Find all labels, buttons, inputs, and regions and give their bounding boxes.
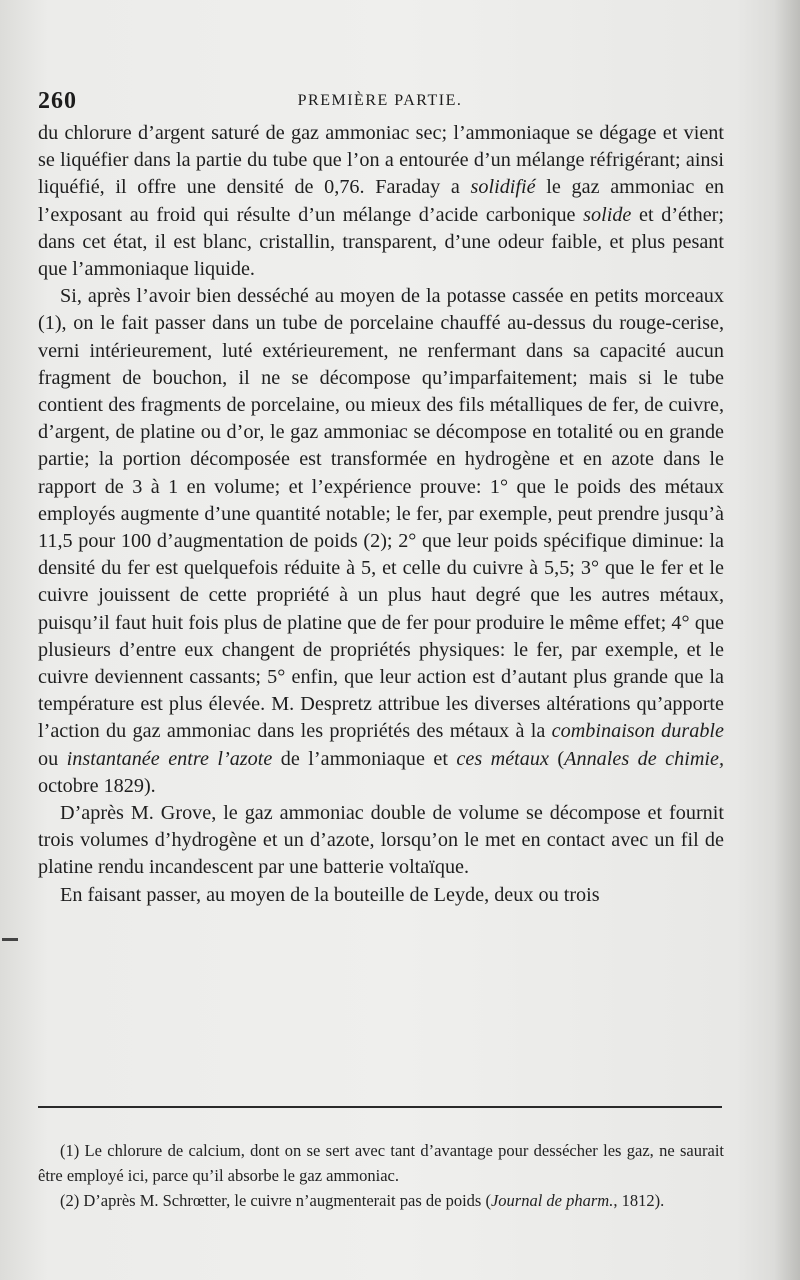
- page-number: 260: [38, 88, 77, 114]
- footnote-rule: [38, 1106, 722, 1108]
- paragraph-2-text: (: [548, 747, 565, 770]
- paragraph-1: [38, 120, 724, 283]
- paragraph-2-emphasis: Annales de chimie,: [564, 747, 725, 770]
- page-header: [38, 88, 722, 118]
- paragraph-1-emphasis: solidifié: [470, 176, 536, 199]
- paragraph-1-emphasis: solide: [583, 203, 632, 226]
- paragraph-3: D’après M. Grove, le gaz ammoniac double de volume se décompose et fournit trois volumes d’hydrogène et un d’azote, lorsqu’on le met en contact avec un fil de platine rendu incandescent par une batterie voltaïque.: [38, 802, 724, 879]
- paragraph-1-text: le gaz ammoniac en l’exposant au froid qui résulte d’un mélange d’acide carbonique: [38, 176, 725, 226]
- paragraph-1-text: et d’éther; dans cet état, il est blanc, cristallin, transparent, d’une odeur faible, et plus pesant que l’ammoniaque liquide.: [38, 203, 724, 281]
- paragraph-1-text: du chlorure d’argent saturé de gaz ammoniac sec; l’ammoniaque se dégage et vient se liquéfier dans la partie du tube que l’on a entourée d’un mélange réfrigérant; ainsi liquéfié, il offre une densité de 0,76. Faraday a: [38, 122, 724, 199]
- main-text: [38, 120, 724, 909]
- footnote-2: [38, 1188, 724, 1213]
- paragraph-4: En faisant passer, au moyen de la bouteille de Leyde, deux ou trois: [60, 883, 600, 906]
- footnote-2-text: , 1812).: [613, 1191, 665, 1210]
- running-title: PREMIÈRE PARTIE.: [297, 92, 463, 109]
- paragraph-2-text: Si, après l’avoir bien desséché au moyen de la potasse cassée en petits morceaux (1), on le fait passer dans un tube de porcelaine chauffé au-dessus du rouge-cerise, verni intérieurement, luté extérieurement, ne renfermant dans sa capacité aucun fragment de bouchon, il ne se décompose qu’imparfaitement; mais si le tube contient des fragments de porcelaine, ou mieux des fils métalliques de fer, de cuivre, d’argent, de platine ou d’or, le gaz ammoniac se décompose en totalité ou en grande partie; la portion décomposée est transformée en hydrogène et en azote dans le rapport de 3 à 1 en volume; et l’expérience prouve: 1° que le poids des métaux employés augmente d’une quantité notable; le fer, par exemple, peut prendre jusqu’à 11,5 pour 100 d’augmentation de poids (2); 2° que leur poids spécifique diminue: la densité du fer est quelquefois réduite à 5, et celle du cuivre à 5,5; 3° que le fer et le cuivre jouissent de cette propriété à un plus haut degré que les autres métaux, puisqu’il faut huit fois plus de platine que de fer pour produire le même effet; 4° que plusieurs d’entre eux changent de propriétés physiques: le fer, par exemple, et le cuivre deviennent cassants; 5° enfin, que leur action est d’autant plus grande que la température est plus élevée. M. Despretz attribue les diverses altérations qu’apporte l’action du gaz ammoniac dans les propriétés des métaux à la: [38, 285, 724, 743]
- paragraph-2-text: de l’ammoniaque et: [272, 747, 457, 770]
- paragraph-2: [38, 283, 724, 800]
- footnote-1: (1) Le chlorure de calcium, dont on se sert avec tant d’avantage pour dessécher les gaz, ne saurait être employé ici, parce qu’il absorbe le gaz ammoniac.: [38, 1141, 724, 1185]
- paragraph-2-emphasis: ces métaux: [456, 747, 549, 770]
- footnote-2-text: (2) D’après M. Schrœtter, le cuivre n’augmenterait pas de poids (: [60, 1191, 491, 1210]
- paragraph-2-text: octobre 1829).: [38, 774, 156, 797]
- footnotes: [38, 1138, 724, 1213]
- footnote-2-emphasis: Journal de pharm.: [490, 1191, 614, 1210]
- margin-mark: [2, 938, 18, 941]
- paragraph-2-emphasis: instantanée entre l’azote: [66, 747, 273, 770]
- paragraph-2-emphasis: combinaison durable: [551, 720, 724, 743]
- paragraph-2-text: ou: [38, 747, 67, 770]
